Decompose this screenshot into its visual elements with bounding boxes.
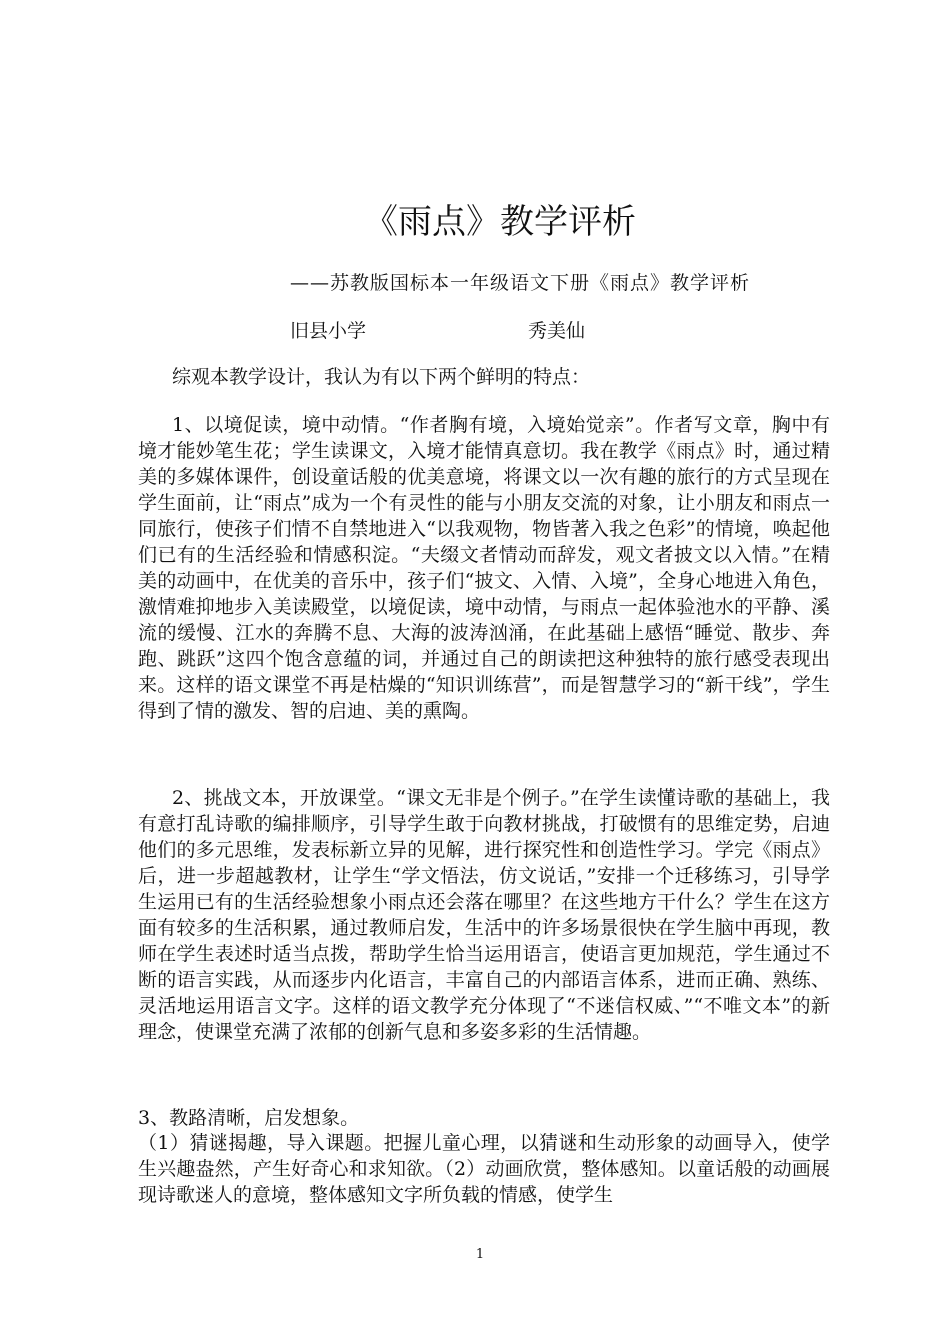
paragraph-1: 1、以境促读，境中动情。“作者胸有境，入境始觉亲”。作者写文章，胸中有境才能妙笔生花；学生读课文，入境才能情真意切。我在教学《雨点》时，通过精美的多媒体课件，创设童话般的优美意境，将课文以一次有趣的旅行的方式呈现在学生面前，让“雨点”成为一个有灵性的能与小朋友交流的对象，让小朋友和雨点一同旅行，使孩子们情不自禁地进入“以我观物，物皆著入我之色彩”的情境，唤起他们已有的生活经验和情感积淀。“夫缀文者情动而辞发，观文者披文以入情。”在精美的动画中，在优美的音乐中，孩子们“披文、入情、入境”，全身心地进入角色，激情难抑地步入美读殿堂，以境促读，境中动情，与雨点一起体验池水的平静、溪流的缓慢、江水的奔腾不息、大海的波涛汹涌，在此基础上感悟“睡觉、散步、奔跑、跳跃”这四个饱含意蕴的词，并通过自己的朗读把这种独特的旅行感受表现出来。这样的语文课堂不再是枯燥的“知识训练营”，而是智慧学习的“新干线”，学生得到了情的激发、智的启迪、美的熏陶。 — [138, 414, 830, 722]
paragraph-3: （1）猜谜揭趣，导入课题。把握儿童心理，以猜谜和生动形象的动画导入，使学生兴趣盎然，产生好奇心和求知欲。（2）动画欣赏，整体感知。以童话般的动画展现诗歌迷人的意境，整体感知文字所负载的情感，使学生 — [138, 1132, 830, 1206]
school-name: 旧县小学 — [290, 320, 367, 342]
page-number: 1 — [475, 1247, 485, 1262]
document-subtitle: ——苏教版国标本一年级语文下册《雨点》教学评析 — [290, 272, 751, 294]
author-line — [290, 316, 586, 346]
paragraph-2: 2、挑战文本，开放课堂。“课文无非是个例子。”在学生读懂诗歌的基础上，我有意打乱诗歌的编排顺序，引导学生敢于向教材挑战，打破惯有的思维定势，启迪他们的多元思维，发表标新立异的见解，进行探究性和创造性学习。学完《雨点》后，进一步超越教材，让学生“学文悟法，仿文说话，”安排一个迁移练习，引导学生运用已有的生活经验想象小雨点还会落在哪里？在这些地方干什么？学生在这方面有较多的生活积累，通过教师启发，生活中的许多场景很快在学生脑中再现，教师在学生表述时适当点拨，帮助学生恰当运用语言，使语言更加规范，学生通过不断的语言实践，从而逐步内化语言，丰富自己的内部语言体系，进而正确、熟练、灵活地运用语言文字。这样的语文教学充分体现了“不迷信权威、”“不唯文本”的新理念，使课堂充满了浓郁的创新气息和多姿多彩的生活情趣。 — [138, 787, 830, 1043]
document-title: 《雨点》教学评析 — [364, 202, 636, 242]
intro-paragraph: 综观本教学设计，我认为有以下两个鲜明的特点： — [172, 366, 591, 388]
section-heading-3: 3、教路清晰，启发想象。 — [138, 1107, 360, 1129]
author-name: 秀美仙 — [528, 320, 586, 342]
